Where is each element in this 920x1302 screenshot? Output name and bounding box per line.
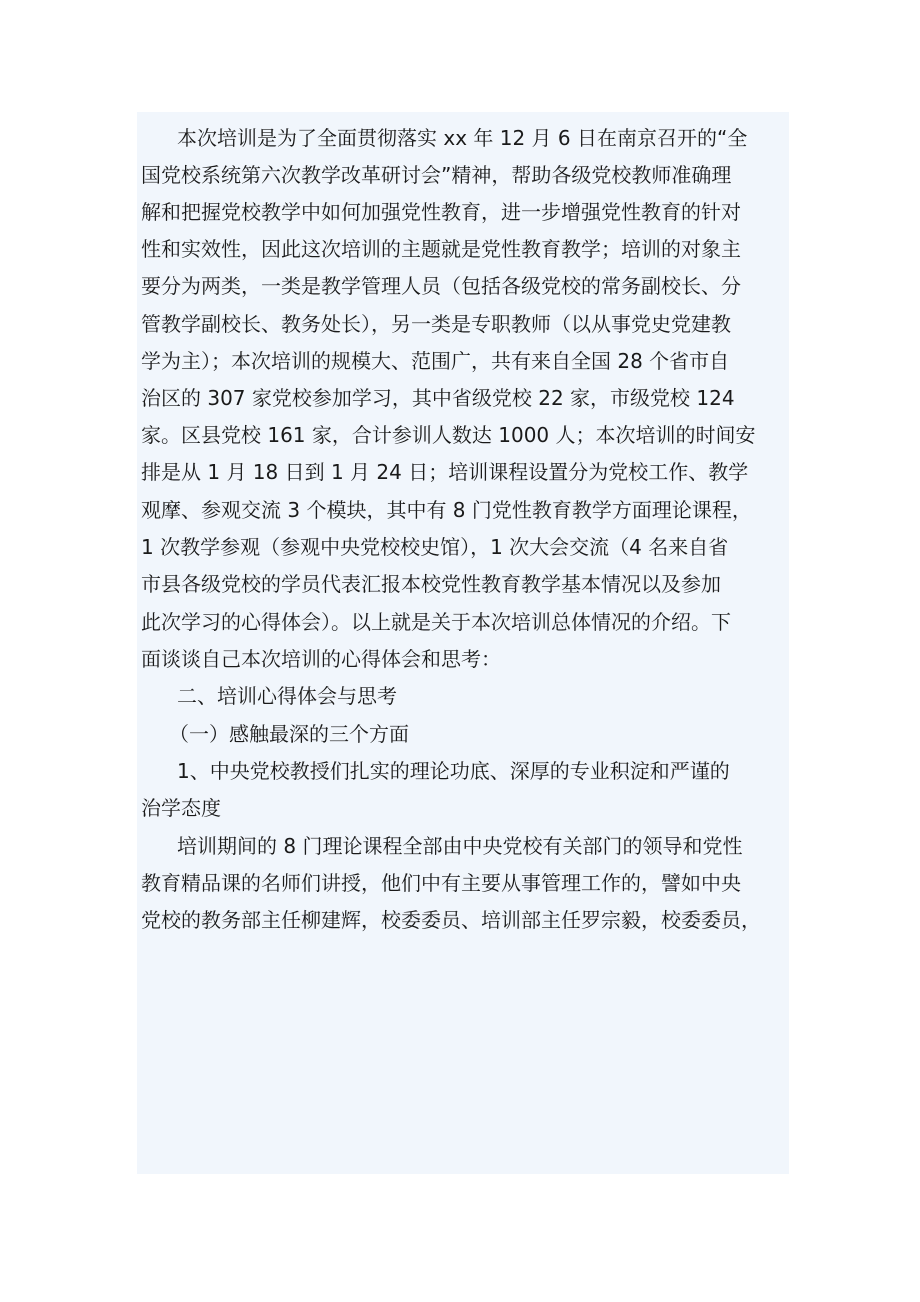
text-line: 本次培训是为了全面贯彻落实 xx 年 12 月 6 日在南京召开的“全: [177, 126, 748, 150]
text-line: 家。区县党校 161 家，合计参训人数达 1000 人；本次培训的时间安: [141, 423, 756, 447]
text-line: 国党校系统第六次教学改革研讨会”精神，帮助各级党校教师准确理: [141, 163, 732, 187]
document-body: [137, 112, 789, 1174]
text-line: 解和把握党校教学中如何加强党性教育，进一步增强党性教育的针对: [141, 200, 741, 224]
text-line: 治学态度: [141, 796, 221, 820]
text-line: 观摩、参观交流 3 个模块，其中有 8 门党性教育教学方面理论课程，: [141, 498, 752, 522]
subsection-heading: （一）感触最深的三个方面: [169, 722, 409, 746]
section-heading: 二、培训心得体会与思考: [177, 684, 397, 708]
text-line: 治区的 307 家党校参加学习，其中省级党校 22 家，市级党校 124: [141, 386, 735, 410]
text-line: 1 次教学参观（参观中央党校校史馆），1 次大会交流（4 名来自省: [141, 535, 729, 559]
text-line: 教育精品课的名师们讲授，他们中有主要从事管理工作的，譬如中央: [141, 871, 741, 895]
text-line: 要分为两类，一类是教学管理人员（包括各级党校的常务副校长、分: [141, 274, 741, 298]
text-line: 市县各级党校的学员代表汇报本校党性教育教学基本情况以及参加: [141, 572, 721, 596]
text-line: 面谈谈自己本次培训的心得体会和思考：: [141, 647, 501, 671]
text-line: 排是从 1 月 18 日到 1 月 24 日；培训课程设置分为党校工作、教学: [141, 460, 749, 484]
text-line: 党校的教务部主任柳建辉，校委委员、培训部主任罗宗毅，校委委员，: [141, 908, 761, 932]
text-line: 性和实效性，因此这次培训的主题就是党性教育教学；培训的对象主: [141, 237, 741, 261]
text-line: 培训期间的 8 门理论课程全部由中央党校有关部门的领导和党性: [177, 834, 743, 858]
text-line: 管教学副校长、教务处长），另一类是专职教师（以从事党史党建教: [141, 312, 731, 336]
text-line: 此次学习的心得体会）。以上就是关于本次培训总体情况的介绍。下: [141, 610, 731, 634]
item-heading: 1、中央党校教授们扎实的理论功底、深厚的专业积淀和严谨的: [177, 759, 730, 783]
text-line: 学为主）；本次培训的规模大、范围广，共有来自全国 28 个省市自: [141, 349, 730, 373]
